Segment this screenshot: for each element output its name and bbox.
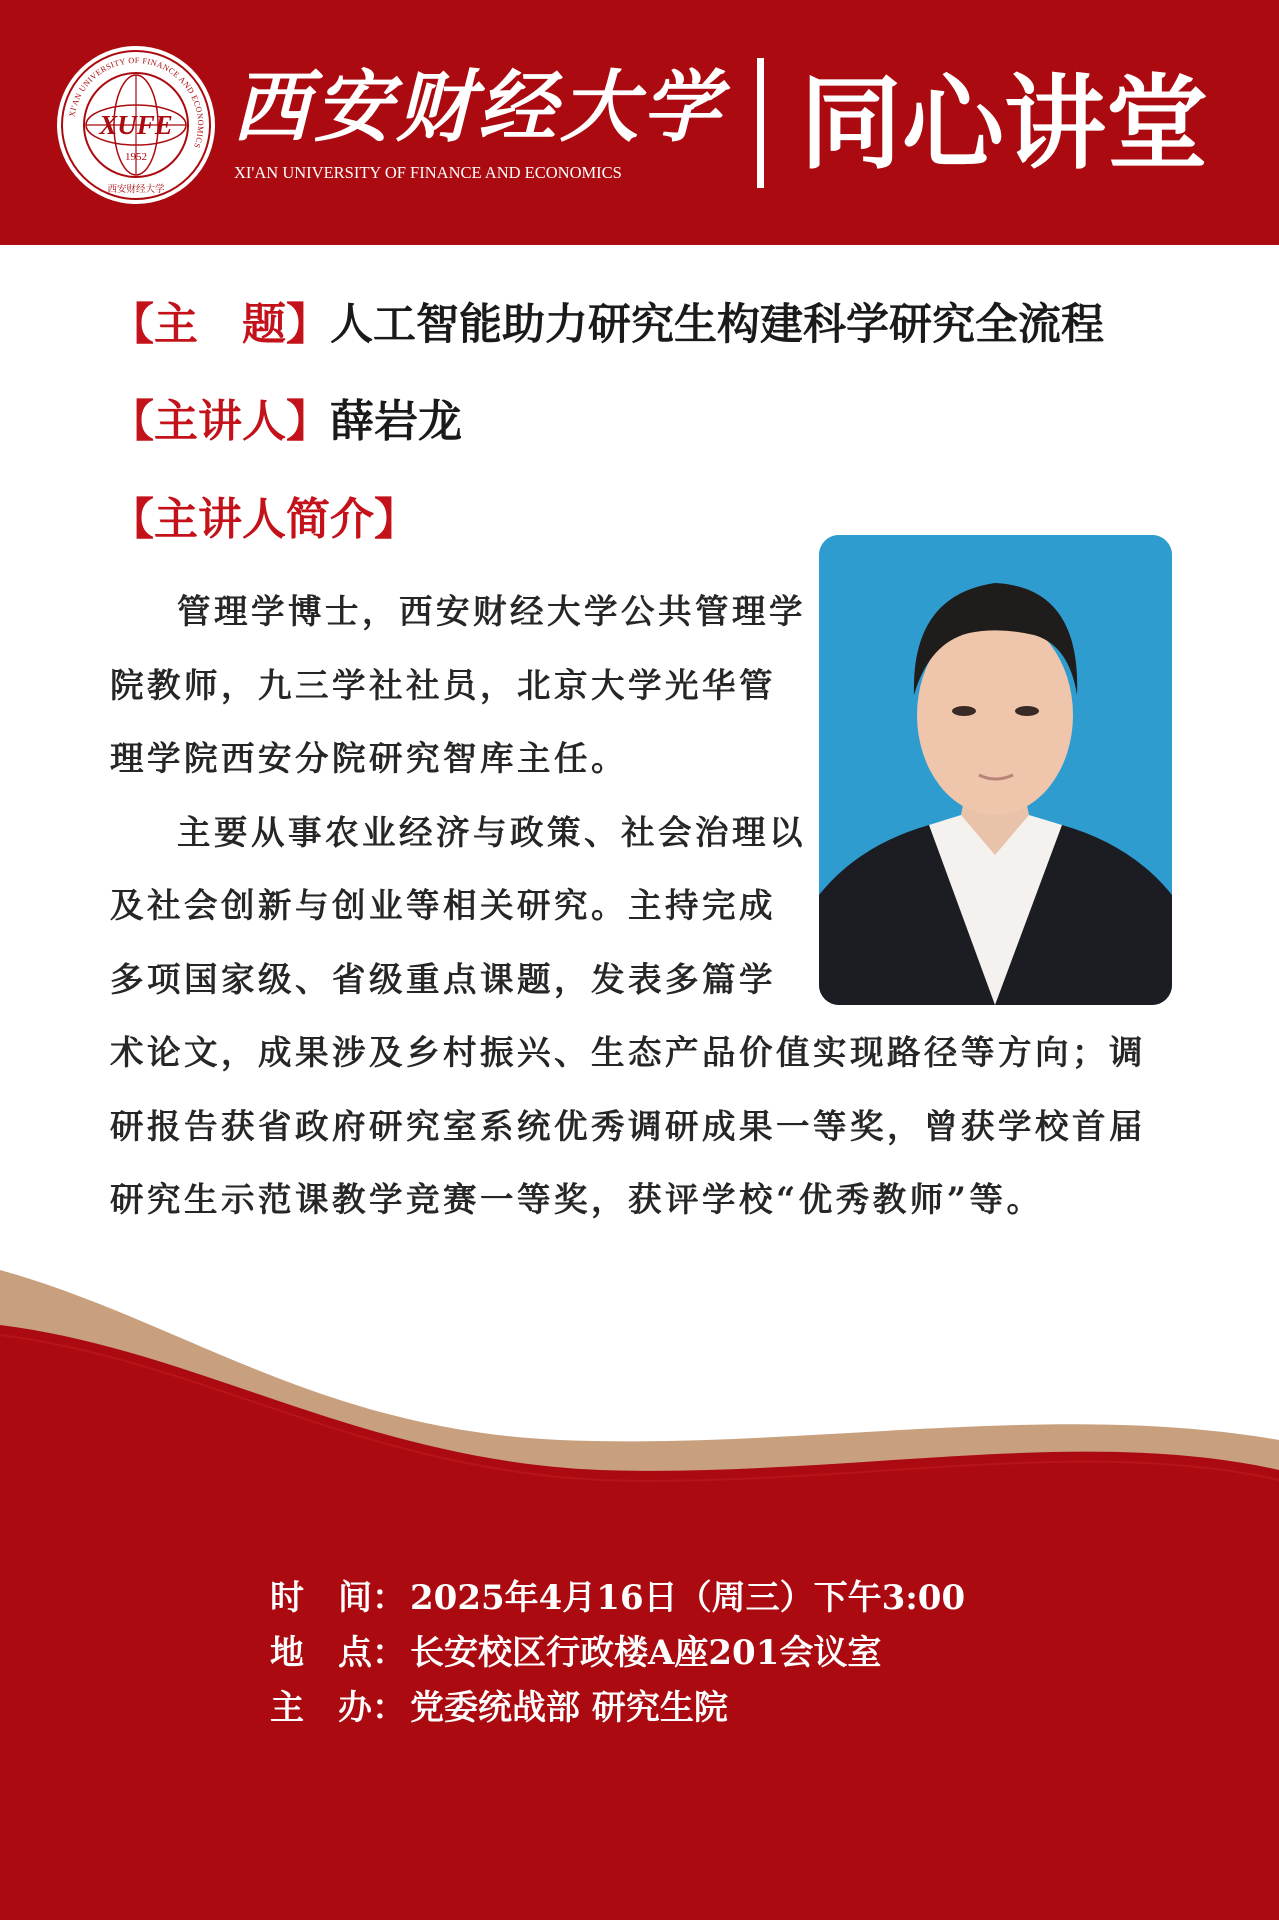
- topic-row: [110, 295, 1104, 355]
- time-label: 时 间：: [270, 1578, 406, 1618]
- place-label: 地 点：: [270, 1633, 406, 1673]
- time-value: 2025年4月16日（周三）下午3:00: [410, 1578, 966, 1618]
- event-time: [270, 1572, 1170, 1624]
- host-value: 党委统战部 研究生院: [410, 1688, 728, 1728]
- university-name-calligraphy: 西安财经大学: [232, 62, 725, 153]
- intro-heading: [110, 490, 418, 550]
- place-value: 长安校区行政楼A座201会议室: [410, 1633, 882, 1673]
- topic-value: 人工智能助力研究生构建科学研究全流程: [330, 300, 1104, 350]
- speaker-label: 【主讲人】: [110, 396, 330, 447]
- event-host: [270, 1682, 1170, 1734]
- event-place: [270, 1627, 1170, 1679]
- host-label: 主 办：: [270, 1688, 406, 1728]
- university-seal-logo: [55, 44, 217, 206]
- university-name-english: XI'AN UNIVERSITY OF FINANCE AND ECONOMICS: [234, 163, 622, 182]
- header-banner: [0, 0, 1279, 245]
- bio-paragraph-2: 主要从事农业经济与政策、社会治理以及社会创新与创业等相关研究。主持完成多项国家级、省级重点课题，发表多篇学术论文，成果涉及乡村振兴、生态产品价值实现路径等方向；调研报告获省政府研究室系统优秀调研成果一等奖，曾获学校首届研究生示范课教学竞赛一等奖，获评学校“优秀教师”等。: [110, 812, 1146, 1219]
- speaker-biography: [110, 575, 1175, 1237]
- header-divider: [757, 58, 764, 188]
- seal-abbreviation: XUFE: [99, 110, 173, 140]
- seal-ring-text: XI'AN UNIVERSITY OF FINANCE AND ECONOMICS: [67, 55, 206, 150]
- seal-year: 1952: [125, 151, 147, 163]
- photo-text-wrap-spacer: [810, 575, 1175, 1011]
- speaker-row: [110, 392, 462, 452]
- speaker-name: 薛岩龙: [330, 396, 462, 447]
- seal-bottom-text: 西安财经大学: [107, 184, 165, 195]
- lecture-series-title: 同心讲堂: [800, 65, 1208, 184]
- bio-paragraph-1: 管理学博士，西安财经大学公共管理学院教师，九三学社社员，北京大学光华管理学院西安分院研究智库主任。: [110, 592, 806, 778]
- intro-label: 【主讲人简介】: [110, 494, 418, 545]
- topic-label: 【主 题】: [110, 299, 330, 350]
